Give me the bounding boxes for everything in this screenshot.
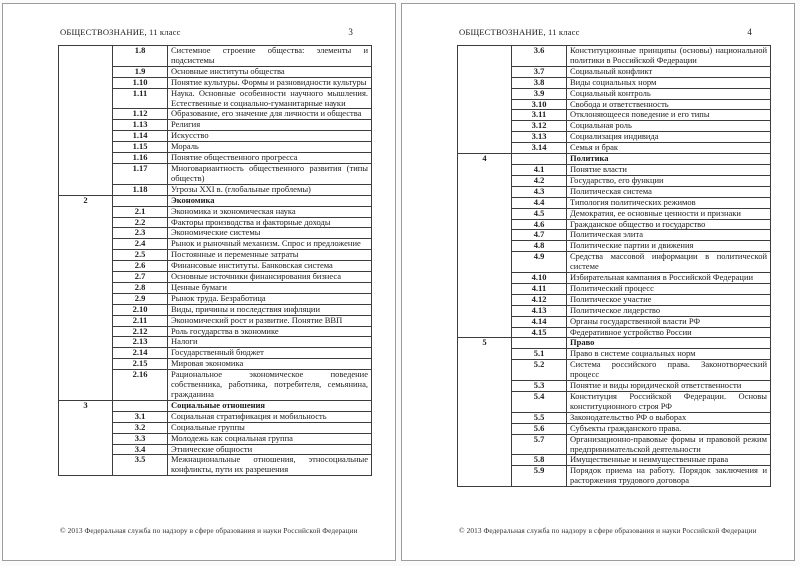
section-header-row (458, 154, 771, 165)
row-code-cell: 3.5 (113, 455, 168, 476)
row-code-cell: 3.12 (512, 121, 567, 132)
row-text-cell: Организационно-правовые формы и правовой режим предпринимательской деятельности (567, 434, 771, 455)
row-code-cell: 5.6 (512, 423, 567, 434)
row-text-cell: Типология политических режимов (567, 197, 771, 208)
row-code-cell: 4.4 (512, 197, 567, 208)
row-code-cell: 3.9 (512, 88, 567, 99)
row-code-cell: 2.7 (113, 272, 168, 283)
row-text-cell: Экономические системы (168, 228, 372, 239)
row-code-cell: 1.16 (113, 153, 168, 164)
row-code-cell: 4.6 (512, 219, 567, 230)
row-code-cell: 4.2 (512, 175, 567, 186)
row-text-cell: Рынок и рыночный механизм. Спрос и предложение (168, 239, 372, 250)
row-code-cell: 3.6 (512, 46, 567, 67)
row-text-cell: Молодежь как социальная группа (168, 433, 372, 444)
row-code-cell: 4.10 (512, 273, 567, 284)
section-number-cell: 5 (458, 338, 512, 487)
row-text-cell: Этнические общности (168, 444, 372, 455)
page-footer-copyright: © 2013 Федеральная служба по надзору в сфере образования и науки Российской Федерации (459, 526, 757, 535)
row-code-cell: 4.13 (512, 305, 567, 316)
row-text-cell: Факторы производства и факторные доходы (168, 217, 372, 228)
row-text-cell: Виды, причины и последствия инфляции (168, 304, 372, 315)
row-code-cell: 5.7 (512, 434, 567, 455)
section-title-cell: Право (567, 338, 771, 349)
row-text-cell: Система российского права. Законотворческий процесс (567, 360, 771, 381)
row-text-cell: Конституция Российской Федерации. Основы конституционного строя РФ (567, 392, 771, 413)
row-text-cell: Системное строение общества: элементы и подсистемы (168, 46, 372, 67)
row-code-cell: 2.3 (113, 228, 168, 239)
row-text-cell: Отклоняющееся поведение и его типы (567, 110, 771, 121)
section-header-row (59, 400, 372, 411)
row-text-cell: Мораль (168, 142, 372, 153)
row-code-cell: 3.14 (512, 143, 567, 154)
section-number-cell: 4 (458, 154, 512, 338)
row-text-cell: Налоги (168, 337, 372, 348)
row-code-cell: 2.9 (113, 293, 168, 304)
section-header-row (59, 195, 372, 206)
toc-row (458, 46, 771, 67)
row-text-cell: Рынок труда. Безработица (168, 293, 372, 304)
row-text-cell: Политическое лидерство (567, 305, 771, 316)
row-code-cell: 2.15 (113, 359, 168, 370)
row-code-cell: 4.12 (512, 294, 567, 305)
row-code-cell: 3.11 (512, 110, 567, 121)
row-text-cell: Демократия, ее основные ценности и признаки (567, 208, 771, 219)
row-text-cell: Социальные группы (168, 422, 372, 433)
row-text-cell: Экономический рост и развитие. Понятие ВВП (168, 315, 372, 326)
page-header (459, 27, 752, 37)
row-code-cell: 4.9 (512, 252, 567, 273)
row-text-cell: Порядок приема на работу. Порядок заключения и расторжения трудового договора (567, 466, 771, 487)
row-text-cell: Свобода и ответственность (567, 99, 771, 110)
row-code-cell: 2.8 (113, 282, 168, 293)
row-code-cell: 5.8 (512, 455, 567, 466)
document-page-4 (401, 3, 795, 561)
page-header (60, 27, 353, 37)
toc-table (58, 45, 372, 476)
row-text-cell: Основные источники финансирования бизнеса (168, 272, 372, 283)
row-text-cell: Федеративное устройство России (567, 327, 771, 338)
row-text-cell: Социальный конфликт (567, 66, 771, 77)
row-text-cell: Мировая экономика (168, 359, 372, 370)
row-text-cell: Финансовые институты. Банковская система (168, 261, 372, 272)
row-code-cell: 1.15 (113, 142, 168, 153)
row-text-cell: Многовариантность общественного развития (типы обществ) (168, 163, 372, 184)
toc-row (59, 46, 372, 67)
row-text-cell: Роль государства в экономике (168, 326, 372, 337)
row-code-cell: 4.7 (512, 230, 567, 241)
row-text-cell: Понятие власти (567, 164, 771, 175)
row-code-cell: 2.13 (113, 337, 168, 348)
row-code-cell: 1.12 (113, 109, 168, 120)
row-text-cell: Ценные бумаги (168, 282, 372, 293)
section-spacer-cell (458, 46, 512, 154)
row-text-cell: Политическая элита (567, 230, 771, 241)
toc-table (457, 45, 771, 487)
section-spacer-cell (59, 46, 113, 196)
row-code-cell: 3.1 (113, 411, 168, 422)
row-code-cell: 3.7 (512, 66, 567, 77)
section-header-row (458, 338, 771, 349)
empty-code-cell (512, 338, 567, 349)
row-text-cell: Понятие общественного прогресса (168, 153, 372, 164)
row-text-cell: Государство, его функции (567, 175, 771, 186)
row-code-cell: 2.11 (113, 315, 168, 326)
row-code-cell: 2.5 (113, 250, 168, 261)
row-text-cell: Субъекты гражданского права. (567, 423, 771, 434)
row-text-cell: Избирательная кампания в Российской Федерации (567, 273, 771, 284)
page-number: 4 (747, 27, 752, 37)
row-text-cell: Экономика и экономическая наука (168, 206, 372, 217)
row-code-cell: 4.1 (512, 164, 567, 175)
row-code-cell: 2.12 (113, 326, 168, 337)
section-title-cell: Социальные отношения (168, 400, 372, 411)
row-text-cell: Политическое участие (567, 294, 771, 305)
page-header-title: ОБЩЕСТВОЗНАНИЕ, 11 класс (60, 27, 181, 37)
row-text-cell: Рациональное экономическое поведение собственника, работника, потребителя, семьянина, гражданина (168, 370, 372, 401)
row-text-cell: Образование, его значение для личности и общества (168, 109, 372, 120)
row-code-cell: 2.4 (113, 239, 168, 250)
section-number-cell: 3 (59, 400, 113, 475)
row-code-cell: 1.8 (113, 46, 168, 67)
row-code-cell: 5.3 (512, 381, 567, 392)
row-text-cell: Искусство (168, 131, 372, 142)
row-text-cell: Межнациональные отношения, этносоциальные конфликты, пути их разрешения (168, 455, 372, 476)
row-code-cell: 1.14 (113, 131, 168, 142)
row-text-cell: Политические партии и движения (567, 241, 771, 252)
row-text-cell: Семья и брак (567, 143, 771, 154)
row-code-cell: 3.8 (512, 77, 567, 88)
section-number-cell: 2 (59, 195, 113, 400)
row-code-cell: 1.10 (113, 77, 168, 88)
row-code-cell: 4.8 (512, 241, 567, 252)
row-code-cell: 5.1 (512, 349, 567, 360)
row-code-cell: 5.5 (512, 412, 567, 423)
row-code-cell: 4.11 (512, 283, 567, 294)
row-text-cell: Угрозы XXI в. (глобальные проблемы) (168, 184, 372, 195)
row-text-cell: Основные институты общества (168, 66, 372, 77)
page-footer-copyright: © 2013 Федеральная служба по надзору в сфере образования и науки Российской Федерации (60, 526, 358, 535)
row-code-cell: 1.18 (113, 184, 168, 195)
row-code-cell: 5.2 (512, 360, 567, 381)
row-code-cell: 3.3 (113, 433, 168, 444)
row-text-cell: Средства массовой информации в политической системе (567, 252, 771, 273)
row-code-cell: 4.15 (512, 327, 567, 338)
row-code-cell: 5.9 (512, 466, 567, 487)
row-code-cell: 4.14 (512, 316, 567, 327)
row-text-cell: Политический процесс (567, 283, 771, 294)
row-code-cell: 5.4 (512, 392, 567, 413)
row-text-cell: Государственный бюджет (168, 348, 372, 359)
row-code-cell: 2.16 (113, 370, 168, 401)
row-text-cell: Понятие культуры. Формы и разновидности культуры (168, 77, 372, 88)
row-text-cell: Виды социальных норм (567, 77, 771, 88)
empty-code-cell (113, 400, 168, 411)
row-text-cell: Органы государственной власти РФ (567, 316, 771, 327)
row-code-cell: 3.10 (512, 99, 567, 110)
row-text-cell: Гражданское общество и государство (567, 219, 771, 230)
section-title-cell: Экономика (168, 195, 372, 206)
row-code-cell: 3.13 (512, 132, 567, 143)
document-page-3 (2, 3, 396, 561)
row-code-cell: 2.1 (113, 206, 168, 217)
row-text-cell: Законодательство РФ о выборах (567, 412, 771, 423)
row-code-cell: 1.13 (113, 120, 168, 131)
row-text-cell: Социальный контроль (567, 88, 771, 99)
page-number: 3 (348, 27, 353, 37)
row-text-cell: Конституционные принципы (основы) национальной политики в Российской Федерации (567, 46, 771, 67)
row-code-cell: 2.6 (113, 261, 168, 272)
row-code-cell: 1.11 (113, 88, 168, 109)
row-code-cell: 1.9 (113, 66, 168, 77)
row-code-cell: 4.3 (512, 186, 567, 197)
row-code-cell: 3.4 (113, 444, 168, 455)
row-code-cell: 1.17 (113, 163, 168, 184)
row-code-cell: 3.2 (113, 422, 168, 433)
row-text-cell: Социальная роль (567, 121, 771, 132)
section-title-cell: Политика (567, 154, 771, 165)
page-header-title: ОБЩЕСТВОЗНАНИЕ, 11 класс (459, 27, 580, 37)
row-code-cell: 4.5 (512, 208, 567, 219)
row-text-cell: Наука. Основные особенности научного мышления. Естественные и социально-гуманитарные науки (168, 88, 372, 109)
row-text-cell: Постоянные и переменные затраты (168, 250, 372, 261)
row-text-cell: Понятие и виды юридической ответственности (567, 381, 771, 392)
empty-code-cell (113, 195, 168, 206)
row-text-cell: Социализация индивида (567, 132, 771, 143)
row-text-cell: Политическая система (567, 186, 771, 197)
row-text-cell: Социальная стратификация и мобильность (168, 411, 372, 422)
row-code-cell: 2.14 (113, 348, 168, 359)
row-text-cell: Право в системе социальных норм (567, 349, 771, 360)
empty-code-cell (512, 154, 567, 165)
row-code-cell: 2.2 (113, 217, 168, 228)
row-code-cell: 2.10 (113, 304, 168, 315)
row-text-cell: Религия (168, 120, 372, 131)
row-text-cell: Имущественные и неимущественные права (567, 455, 771, 466)
